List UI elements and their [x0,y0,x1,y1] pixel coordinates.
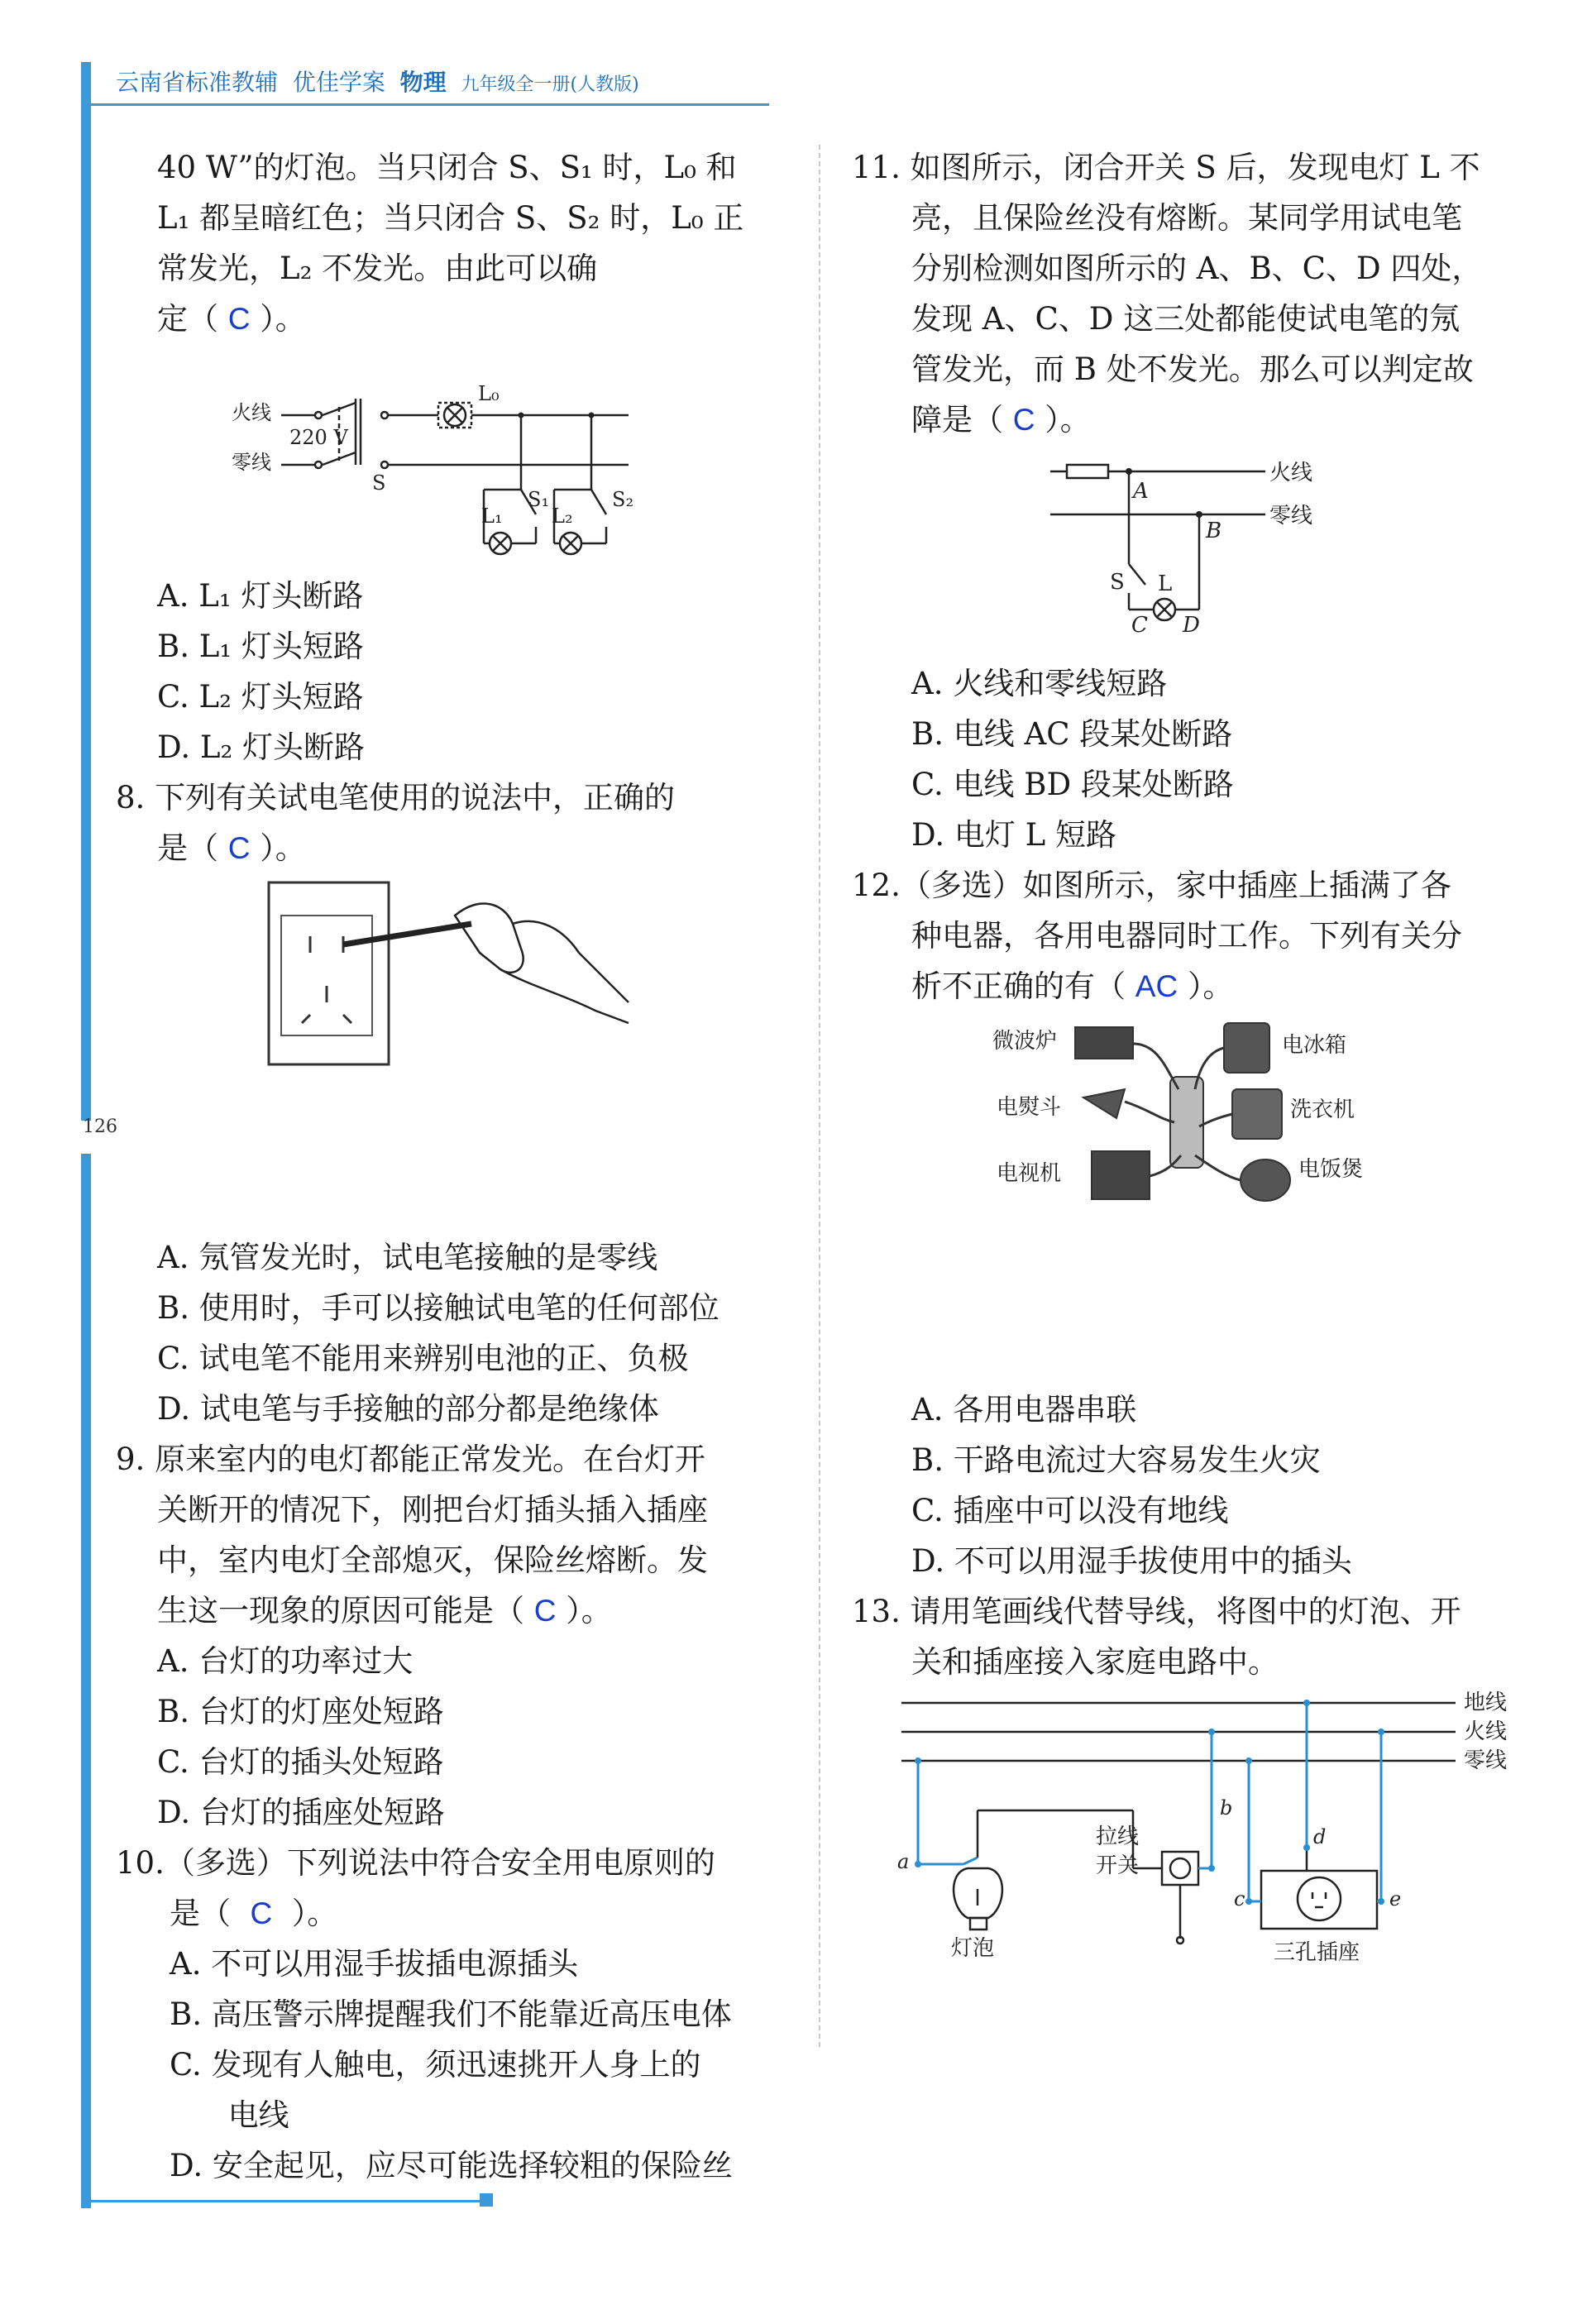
q11-live-label: 火线 [1269,461,1313,485]
q13-neutral-label: 零线 [1464,1748,1508,1773]
left-column [116,142,798,2183]
q11-option[interactable]: C. 电线 BD 段某处断路 [911,767,1234,802]
q13-line: 13. 请用笔画线代替导线，将图中的灯泡、开 [852,1594,1461,1629]
q7-lamp0-label: L₀ [478,382,500,405]
column-separator [819,145,820,2047]
q7-line [157,294,798,344]
header-series: 云南省标准教辅 [116,69,279,96]
question-7 [120,142,798,344]
question-12 [852,860,1462,1011]
q9-line [116,1585,708,1636]
power-strip-icon [1170,1077,1203,1168]
washer-icon [1232,1089,1282,1139]
q11-line: 管发光，而 B 处不发光。那么可以判定故 [911,351,1474,387]
bottom-rule [81,2200,486,2202]
q7-answer: C [227,302,251,336]
q12-pre: 析不正确的有（ [911,968,1126,1004]
q8-option[interactable]: A. 氖管发光时，试电笔接触的是零线 [157,1240,658,1275]
q7-pre: 定（ [157,301,218,337]
q11-pre: 障是（ [911,402,1003,438]
q8-pre: 是（ [157,830,218,866]
fridge-icon [1224,1023,1269,1073]
q13-switch-label-1: 拉线 [1096,1824,1140,1849]
q10-line: 10.（多选）下列说法中符合安全用电原则的 [116,1845,715,1881]
q7-line: L₁ 都呈暗红色；当只闭合 S、S₂ 时，L₀ 正 [157,200,744,236]
q7-switch-label: S [372,471,386,495]
iron-icon [1083,1089,1125,1118]
q7-option[interactable]: A. L₁ 灯头断路 [157,578,364,614]
q10-pre: 是（ [170,1896,231,1931]
q8-test-pen-illustration [265,878,645,1069]
q8-options [157,1232,720,1434]
q11-line: 分别检测如图所示的 A、B、C、D 四处， [911,251,1483,286]
q12-line: 种电器，各用电器同时工作。下列有关分 [911,918,1462,954]
q12-line [852,961,1462,1011]
q9-line: 关断开的情况下，刚把台灯插头插入插座 [157,1492,708,1528]
q11-neutral-label: 零线 [1269,504,1313,528]
q13-socket-label: 三孔插座 [1274,1940,1360,1965]
header-rule [83,103,769,106]
q12-post: ）。 [1187,968,1234,1004]
q7-option[interactable]: D. L₂ 灯头断路 [157,729,366,765]
q7-live-label: 火线 [232,401,271,424]
q12-label: 电饭煲 [1298,1157,1364,1182]
question-13 [852,1586,1461,1687]
q12-option[interactable]: B. 干路电流过大容易发生火灾 [911,1442,1321,1478]
q13-household-circuit [885,1682,1530,1963]
q8-option[interactable]: B. 使用时，手可以接触试电笔的任何部位 [157,1290,720,1326]
q13-switch-label-2: 开关 [1096,1853,1140,1878]
q12-label: 电视机 [997,1161,1062,1186]
q11-post: ）。 [1045,402,1091,438]
q11-line: 11. 如图所示，闭合开关 S 后，发现电灯 L 不 [852,150,1480,185]
page-number: 126 [83,1117,117,1137]
question-10 [116,1838,733,2191]
q7-line: 常发光，L₂ 不发光。由此可以确 [157,251,598,286]
q11-line: 发现 A、C、D 这三处都能使试电笔的氖 [911,301,1461,337]
q7-voltage-label: 220 V [289,426,348,449]
q9-pre: 生这一现象的原因可能是（ [157,1593,524,1628]
q10-answer: C [250,1896,273,1930]
q11-point-A: A [1133,479,1149,504]
q12-label: 电冰箱 [1282,1033,1347,1058]
q9-line: 中，室内电灯全部熄灭，保险丝熔断。发 [157,1542,708,1578]
header-title: 优佳学案 [292,69,385,96]
q11-option[interactable]: B. 电线 AC 段某处断路 [911,716,1233,752]
q12-appliances-illustration [992,1019,1406,1217]
q10-option[interactable]: A. 不可以用湿手拔插电源插头 [170,1946,579,1982]
q12-label: 洗衣机 [1290,1097,1355,1122]
q11-answer: C [1012,403,1035,437]
q7-neutral-label: 零线 [232,451,271,474]
q12-label: 微波炉 [992,1029,1058,1054]
q12-answer: AC [1135,969,1178,1003]
q13-ground-label: 地线 [1464,1690,1508,1715]
q7-circuit-diagram [215,382,678,572]
q8-option[interactable]: C. 试电笔不能用来辨别电池的正、负极 [157,1341,689,1376]
q12-label: 电熨斗 [997,1095,1062,1120]
page-header [116,65,639,98]
q11-lamp-label: L [1158,571,1173,596]
q11-switch-label: S [1110,570,1125,595]
q13-point-c: c [1234,1887,1245,1910]
q9-option[interactable]: D. 台灯的插座处短路 [157,1795,445,1830]
q7-lamp2-label: L₂ [552,504,573,528]
q7-post: ）。 [260,301,306,337]
q12-option[interactable]: D. 不可以用湿手拔使用中的插头 [911,1543,1352,1579]
q13-point-a: a [897,1850,910,1873]
q12-options [911,1384,1352,1586]
q11-point-C: C [1131,613,1148,638]
q8-answer: C [227,831,251,865]
header-subject: 物理 [399,69,447,96]
q10-post: ）。 [291,1896,338,1931]
q9-option[interactable]: B. 台灯的灯座处短路 [157,1694,444,1729]
q8-post: ）。 [260,830,306,866]
q9-option[interactable]: A. 台灯的功率过大 [157,1643,414,1679]
q13-bulb-label: 灯泡 [951,1936,995,1961]
q9-post: ）。 [566,1593,612,1628]
q12-option[interactable]: A. 各用电器串联 [911,1392,1137,1427]
q11-line: 亮，且保险丝没有熔断。某同学用试电笔 [911,200,1462,236]
q12-option[interactable]: C. 插座中可以没有地线 [911,1493,1229,1528]
left-margin-bar [81,62,91,1121]
q7-switch2-label: S₂ [612,488,634,511]
question-11 [852,142,1547,445]
q8-line [116,823,675,873]
q9-answer: C [533,1594,557,1628]
q13-point-e: e [1389,1887,1402,1910]
header-grade: 九年级全一册(人教版) [461,74,639,95]
q11-option[interactable]: A. 火线和零线短路 [911,666,1168,701]
q13-line: 关和插座接入家庭电路中。 [911,1644,1279,1680]
rice-cooker-icon [1241,1160,1290,1201]
q7-options [157,571,365,772]
right-column [852,142,1547,1965]
q13-point-b: b [1220,1796,1233,1820]
q9-option[interactable]: C. 台灯的插头处短路 [157,1744,444,1780]
q7-lamp1-label: L₁ [481,504,503,528]
q7-option[interactable]: C. L₂ 灯头短路 [157,679,364,715]
q8-line: 8. 下列有关试电笔使用的说法中，正确的 [116,780,676,815]
q13-live-label: 火线 [1464,1719,1508,1744]
q10-option[interactable]: C. 发现有人触电，须迅速挑开人身上的 [170,2047,701,2083]
q11-point-D: D [1183,613,1200,638]
q10-option[interactable]: D. 安全起见，应尽可能选择较粗的保险丝 [170,2148,733,2183]
question-9 [116,1434,708,1838]
bottom-square [480,2193,493,2207]
q7-line: 40 W”的灯泡。当只闭合 S、S₁ 时，L₀ 和 [157,150,737,185]
tv-icon [1092,1151,1150,1199]
question-8 [116,772,675,873]
q8-option[interactable]: D. 试电笔与手接触的部分都是绝缘体 [157,1391,659,1427]
q10-option[interactable]: 电线 [170,2097,289,2133]
q11-circuit-diagram [1050,448,1315,638]
q11-line [852,395,1547,445]
q7-option[interactable]: B. L₁ 灯头短路 [157,629,364,664]
q10-line [116,1888,733,1939]
q9-line: 9. 原来室内的电灯都能正常发光。在台灯开 [116,1442,706,1477]
q11-options [911,658,1234,860]
q11-option[interactable]: D. 电灯 L 短路 [911,817,1116,853]
q13-point-d: d [1313,1825,1327,1848]
left-margin-bar-lower [81,1154,91,2208]
q7-switch1-label: S₁ [528,488,550,511]
q11-point-B: B [1206,519,1222,543]
q10-option[interactable]: B. 高压警示牌提醒我们不能靠近高压电体 [170,1996,732,2032]
microwave-icon [1075,1027,1133,1059]
q12-line: 12.（多选）如图所示，家中插座上插满了各 [852,868,1451,903]
